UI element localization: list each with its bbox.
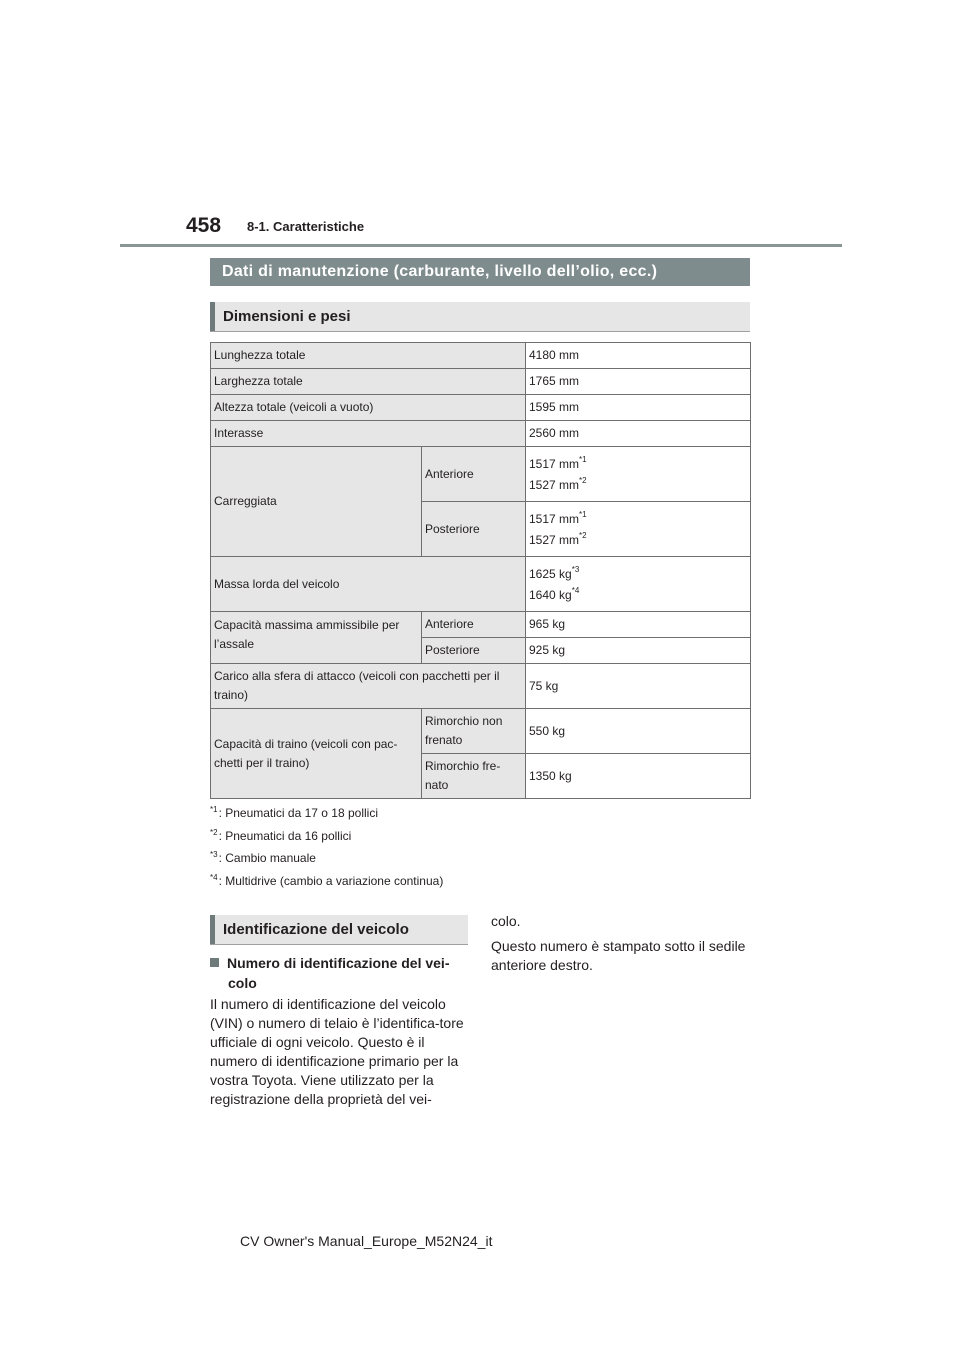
- row-label: Lunghezza totale: [211, 343, 526, 369]
- value-text: 1527 mm: [529, 477, 580, 492]
- footnote-text: : Multidrive (cambio a variazione continua): [218, 873, 444, 888]
- footnote-item: [210, 829, 443, 852]
- row-value: 1595 mm: [526, 395, 751, 421]
- row-label: Capacità di traino (veicoli con pac-chetti per il traino): [211, 709, 422, 799]
- table-row: [211, 557, 751, 612]
- sub-label: Anteriore: [422, 612, 526, 638]
- sub-label: Posteriore: [422, 638, 526, 664]
- footnote-mark: *3: [571, 564, 580, 574]
- footnote-mark: *4: [210, 872, 218, 882]
- table-row: [211, 709, 751, 754]
- dimensions-heading: [210, 302, 750, 332]
- footer-text: CV Owner's Manual_Europe_M52N24_it: [240, 1233, 493, 1249]
- value-text: 1517 mm: [529, 511, 580, 526]
- footnote-mark: *4: [571, 585, 580, 595]
- page-number: 458: [186, 214, 222, 237]
- row-label: Carico alla sfera di attacco (veicoli con pacchetti per il traino): [211, 664, 526, 709]
- table-row: [211, 612, 751, 638]
- bullet-square-icon: [210, 958, 219, 967]
- sub-label: Rimorchio non frenato: [422, 709, 526, 754]
- footnote-mark: *1: [210, 805, 218, 814]
- table-row: [211, 343, 751, 369]
- row-value: 4180 mm: [526, 343, 751, 369]
- dimensions-heading-text: Dimensioni e pesi: [223, 308, 351, 325]
- footnote-item: [210, 851, 443, 874]
- footnote-mark: *3: [210, 850, 218, 859]
- value-text: 1625 kg: [529, 566, 572, 581]
- row-value: 550 kg: [526, 709, 751, 754]
- footnote-text: : Pneumatici da 16 pollici: [218, 828, 352, 843]
- table-row: [211, 369, 751, 395]
- row-label: Larghezza totale: [211, 369, 526, 395]
- footnote-text: : Pneumatici da 17 o 18 pollici: [218, 806, 378, 820]
- footnote-mark: *1: [579, 509, 587, 519]
- vin-paragraph: Il numero di identificazione del veicolo (VIN) o numero di telaio è l’identifica-tore ufficiale di ogni veicolo. Questo è il numero di identificazione primario per la vostra Toyota. Viene utilizzato per la registrazione della proprietà del vei-: [210, 996, 464, 1108]
- footnotes: [210, 806, 443, 896]
- table-row: [211, 421, 751, 447]
- vin-paragraph-continued: [491, 912, 751, 981]
- header-rule: [120, 244, 842, 247]
- heading-bar: [210, 302, 215, 331]
- row-label: Altezza totale (veicoli a vuoto): [211, 395, 526, 421]
- row-value: [526, 447, 751, 502]
- footnote-item: [210, 874, 443, 897]
- identification-heading: [210, 915, 468, 945]
- identification-heading-text: Identificazione del veicolo: [223, 921, 409, 938]
- row-value: [526, 557, 751, 612]
- row-value: [526, 502, 751, 557]
- vin-subheading-line: Numero di identificazione del vei-: [227, 955, 450, 971]
- footnote-mark: *2: [210, 827, 218, 837]
- row-label: Interasse: [211, 421, 526, 447]
- section-label: 8-1. Caratteristiche: [247, 219, 365, 234]
- row-value: 965 kg: [526, 612, 751, 638]
- row-value: 1765 mm: [526, 369, 751, 395]
- sub-label: Posteriore: [422, 502, 526, 557]
- table-row: [211, 664, 751, 709]
- heading-bar: [210, 915, 215, 944]
- value-text: 1527 mm: [529, 532, 580, 547]
- footnote-mark: *2: [579, 530, 587, 540]
- row-value: 1350 kg: [526, 754, 751, 799]
- row-value: 75 kg: [526, 664, 751, 709]
- sub-label: Rimorchio fre-nato: [422, 754, 526, 799]
- vin-subheading-line: colo: [228, 975, 257, 991]
- dimensions-table: [210, 342, 751, 799]
- row-value: 925 kg: [526, 638, 751, 664]
- footnote-text: : Cambio manuale: [218, 851, 316, 865]
- footnote-item: [210, 806, 443, 829]
- row-label: Capacità massima ammissibile per l’assale: [211, 612, 422, 664]
- value-text: 1517 mm: [529, 456, 580, 471]
- main-section-title: Dati di manutenzione (carburante, livello dell’olio, ecc.): [210, 258, 750, 286]
- vin-subheading: [210, 953, 449, 993]
- row-label: Carreggiata: [211, 447, 422, 557]
- value-text: 1640 kg: [529, 587, 572, 602]
- table-row: [211, 395, 751, 421]
- sub-label: Anteriore: [422, 447, 526, 502]
- table-row: [211, 447, 751, 502]
- footnote-mark: *2: [579, 475, 587, 485]
- row-label: Massa lorda del veicolo: [211, 557, 526, 612]
- row-value: 2560 mm: [526, 421, 751, 447]
- paragraph-text: Questo numero è stampato sotto il sedile anteriore destro.: [491, 938, 746, 974]
- footnote-mark: *1: [579, 454, 587, 464]
- paragraph-text: colo.: [491, 913, 521, 929]
